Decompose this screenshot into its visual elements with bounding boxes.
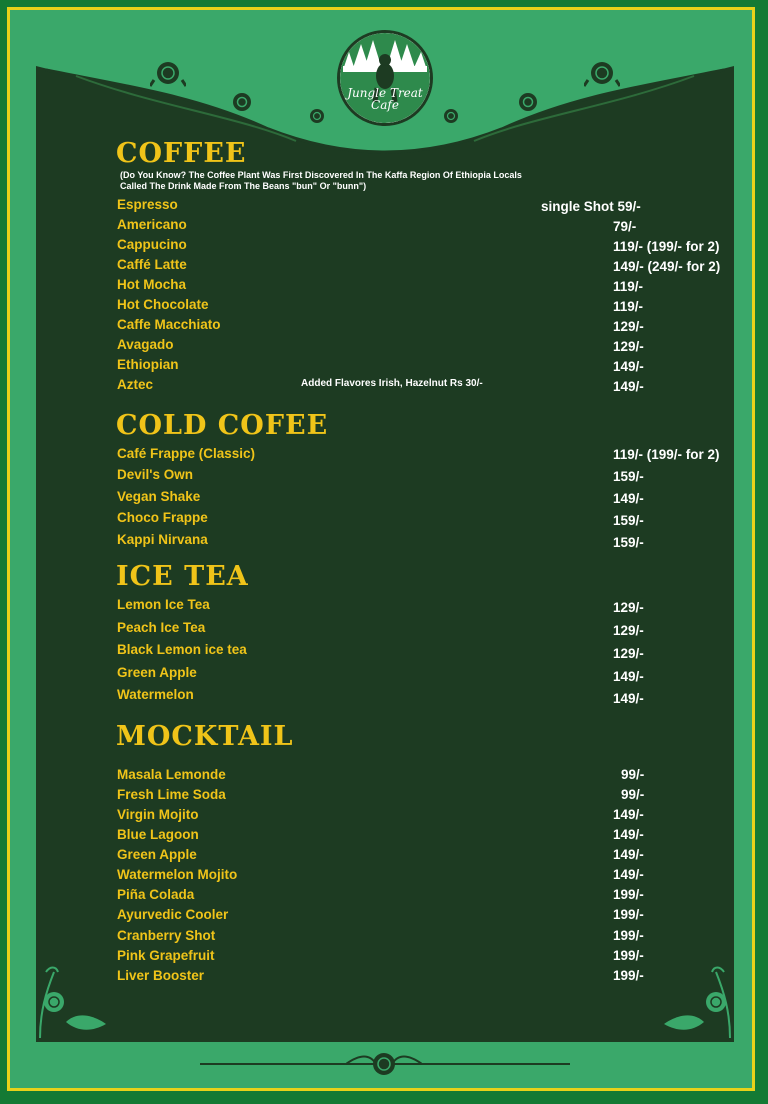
menu-item-name: Ayurvedic Cooler [117,907,229,922]
menu-item-price: 129/- [613,600,644,615]
cafe-logo [337,30,433,126]
menu-item-price: 99/- [621,787,645,802]
leaf-ornament-icon [654,962,734,1042]
menu-item-price: 129/- [613,319,644,334]
menu-item-name: Lemon Ice Tea [117,597,210,612]
menu-item-name: Café Frappe (Classic) [117,446,256,461]
ice-tea-heading: ICE TEA [116,561,249,592]
rose-icon [306,106,328,126]
menu-item-name: Fresh Lime Soda [117,787,226,802]
menu-item-price: 129/- [613,623,644,638]
menu-item-name: Hot Chocolate [117,297,209,312]
menu-item-name: Watermelon Mojito [117,867,238,882]
menu-item-price: 199/- [613,968,644,983]
menu-item-name: Cranberry Shot [117,928,216,943]
menu-item-price: 149/- [613,379,644,394]
menu-item-price: 119/- [613,299,644,314]
menu-item-price: 119/- (199/- for 2) [613,239,720,254]
menu-item-name: Caffe Macchiato [117,317,221,332]
logo-text [340,87,430,111]
cold-coffee-heading: COLD COFEE [116,410,329,441]
menu-item-price: 149/- (249/- for 2) [613,259,721,274]
menu-item-name: Green Apple [117,665,197,680]
coffee-heading: COFFEE [116,138,247,169]
menu-item-price: 159/- [613,535,644,550]
mocktail-heading: MOCKTAIL [116,721,294,752]
menu-item-price: 99/- [621,767,645,782]
menu-item-price: 149/- [613,827,644,842]
menu-item-name: Blue Lagoon [117,827,199,842]
menu-item-name: Caffé Latte [117,257,187,272]
logo-name-line1: Jungle Treat [347,86,423,100]
menu-item-price: 199/- [613,948,644,963]
menu-item-price: 149/- [613,847,644,862]
menu-item-name: Devil's Own [117,467,193,482]
menu-item-name: Espresso [117,197,178,212]
menu-item-name: Aztec [117,377,154,392]
menu-item-name: Hot Mocha [117,277,186,292]
rose-icon [346,1046,422,1082]
menu-item-price: 119/- (199/- for 2) [613,447,720,462]
menu-item-price: 199/- [613,887,644,902]
coffee-note-line1: (Do You Know? The Coffee Plant Was First Discovered In The Kaffa Region Of Ethiopia Locals [120,170,522,180]
menu-item-price: 149/- [613,807,644,822]
menu-item-name: Vegan Shake [117,489,201,504]
rose-icon [514,90,542,114]
menu-item-price: 149/- [613,691,644,706]
flavor-note: Added Flavores Irish, Hazelnut Rs 30/- [301,378,483,389]
leaf-ornament-icon [36,962,116,1042]
menu-item-price: 149/- [613,867,644,882]
menu-item-price: 149/- [613,359,644,374]
menu-item-price: 199/- [613,907,644,922]
logo-name-line2: Cafe [371,98,399,112]
menu-item-name: Kappi Nirvana [117,532,208,547]
menu-item-name: Black Lemon ice tea [117,642,247,657]
menu-item-name: Liver Booster [117,968,205,983]
menu-item-name: Ethiopian [117,357,179,372]
menu-item-price: 129/- [613,646,644,661]
menu-item-price: 129/- [613,339,644,354]
menu-item-price: 199/- [613,928,644,943]
menu-item-name: Masala Lemonde [117,767,226,782]
rose-icon [228,90,256,114]
menu-item-name: Virgin Mojito [117,807,199,822]
rose-icon [150,58,186,88]
rose-icon [584,58,620,88]
menu-item-price: 79/- [613,219,637,234]
menu-item-name: Cappucino [117,237,187,252]
menu-item-price: 149/- [613,491,644,506]
coffee-note-line2: Called The Drink Made From The Beans "bun" Or "bunn") [120,181,367,191]
menu-item-name: Avagado [117,337,174,352]
rose-icon [440,106,462,126]
menu-item-name: Watermelon [117,687,194,702]
menu-item-price: single Shot 59/- [541,199,641,214]
menu-item-price: 119/- [613,279,644,294]
menu-item-name: Green Apple [117,847,197,862]
menu-item-price: 159/- [613,513,644,528]
menu-item-price: 159/- [613,469,644,484]
menu-item-name: Americano [117,217,187,232]
menu-item-name: Choco Frappe [117,510,208,525]
menu-item-name: Piña Colada [117,887,195,902]
menu-item-name: Pink Grapefruit [117,948,215,963]
menu-item-name: Peach Ice Tea [117,620,206,635]
menu-item-price: 149/- [613,669,644,684]
